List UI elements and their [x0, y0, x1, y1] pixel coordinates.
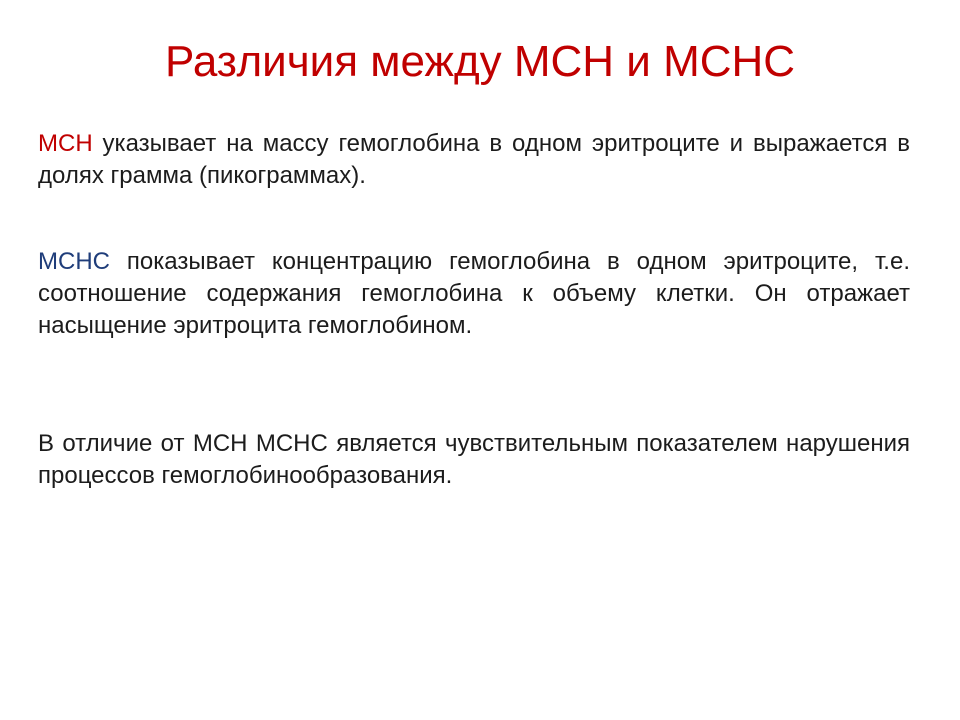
paragraph-mchc: [38, 246, 910, 342]
paragraph-mch-text: указывает на массу гемоглобина в одном эритроците и выражается в долях грамма (пикограммах).: [38, 130, 910, 189]
term-mch: МСН: [38, 130, 93, 157]
paragraph-mch: [38, 128, 910, 192]
paragraph-comparison: В отличие от МСН МСНС является чувствительным показателем нарушения процессов гемоглобинообразования.: [38, 430, 910, 489]
paragraph-mchc-text: показывает концентрацию гемоглобина в одном эритроците, т.е. соотношение содержания гемоглобина к объему клетки. Он отражает насыщение эритроцита гемоглобином.: [38, 248, 910, 339]
slide-title: Различия между МСН и МСНС: [164, 37, 796, 86]
term-mchc: МСНС: [38, 248, 110, 275]
